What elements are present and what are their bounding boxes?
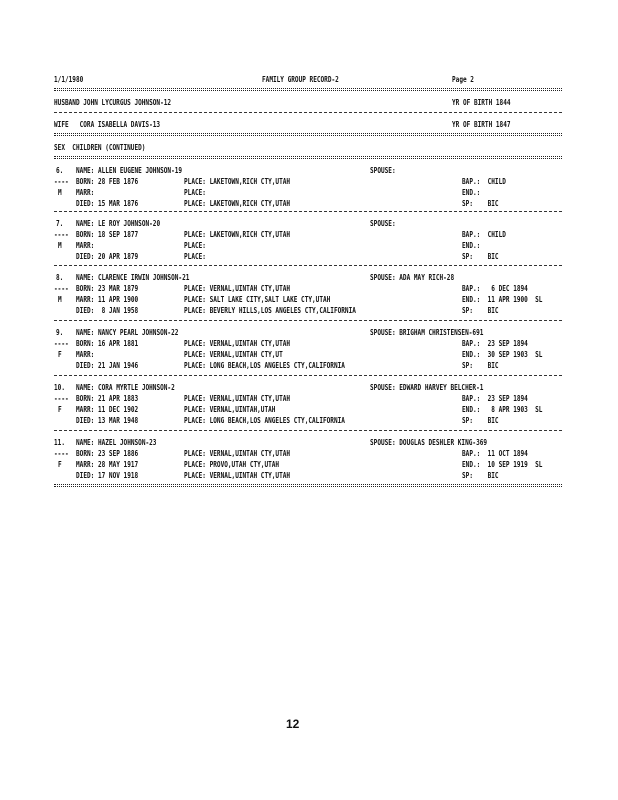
child-died-place: PLACE: LAKETOWN,RICH CTY,UTAH: [184, 199, 291, 208]
child-sex: M: [58, 295, 62, 304]
child-end: END.: 11 APR 1900 SL: [462, 295, 543, 304]
child-marr-place: PLACE: VERNAL,UINTAH CTY,UT: [184, 350, 283, 359]
child-end: END.:: [462, 188, 481, 197]
child-name: NAME: NANCY PEARL JOHNSON-22: [76, 328, 179, 337]
double-rule: [54, 484, 562, 487]
double-rule: [54, 133, 562, 136]
child-marr-place: PLACE:: [184, 188, 206, 197]
child-dash: ----: [54, 230, 69, 239]
child-marr: MARR: 28 MAY 1917: [76, 460, 139, 469]
child-sex: F: [58, 350, 62, 359]
child-bap: BAP.: 11 OCT 1894: [462, 449, 528, 458]
single-rule: [54, 211, 562, 212]
husband-line: HUSBAND JOHN LYCURGUS JOHNSON-12: [54, 98, 172, 107]
child-bap: BAP.: 6 DEC 1894: [462, 284, 528, 293]
single-rule: [54, 265, 562, 266]
child-marr: MARR:: [76, 188, 95, 197]
child-name: NAME: HAZEL JOHNSON-23: [76, 438, 157, 447]
child-marr-place: PLACE: VERNAL,UINTAH,UTAH: [184, 405, 276, 414]
child-spouse: SPOUSE: DOUGLAS DESHLER KING-369: [370, 438, 488, 447]
child-born: BORN: 18 SEP 1877: [76, 230, 139, 239]
child-dash: ----: [54, 394, 69, 403]
child-dash: ----: [54, 177, 69, 186]
child-number: 11.: [54, 438, 65, 447]
child-sex: M: [58, 241, 62, 250]
child-number: 7.: [56, 219, 64, 228]
child-born: BORN: 23 SEP 1886: [76, 449, 139, 458]
child-born-place: PLACE: VERNAL,UINTAH CTY,UTAH: [184, 339, 291, 348]
single-rule: [54, 320, 562, 321]
child-born: BORN: 16 APR 1881: [76, 339, 139, 348]
child-name: NAME: CORA MYRTLE JOHNSON-2: [76, 383, 175, 392]
child-died-place: PLACE: LONG BEACH,LOS ANGELES CTY,CALIFORNIA: [184, 416, 345, 425]
wife-birth-year: YR OF BIRTH 1847: [452, 120, 511, 129]
child-sp: SP: BIC: [462, 306, 499, 315]
child-born: BORN: 23 MAR 1879: [76, 284, 139, 293]
child-born-place: PLACE: VERNAL,UINTAH CTY,UTAH: [184, 449, 291, 458]
husband-birth-year: YR OF BIRTH 1844: [452, 98, 511, 107]
child-end: END.: 10 SEP 1919 SL: [462, 460, 543, 469]
child-born-place: PLACE: VERNAL,UINTAH CTY,UTAH: [184, 394, 291, 403]
child-born: BORN: 21 APR 1883: [76, 394, 139, 403]
child-died-place: PLACE: LONG BEACH,LOS ANGELES CTY,CALIFORNIA: [184, 361, 345, 370]
section-title: SEX CHILDREN (CONTINUED): [54, 143, 146, 152]
single-rule: [54, 375, 562, 376]
child-marr: MARR:: [76, 350, 95, 359]
child-name: NAME: LE ROY JOHNSON-20: [76, 219, 161, 228]
child-number: 8.: [56, 273, 64, 282]
child-sp: SP: BIC: [462, 199, 499, 208]
child-dash: ----: [54, 449, 69, 458]
child-died: DIED: 15 MAR 1876: [76, 199, 139, 208]
child-name: NAME: ALLEN EUGENE JOHNSON-19: [76, 166, 183, 175]
child-born-place: PLACE: LAKETOWN,RICH CTY,UTAH: [184, 177, 291, 186]
child-number: 6.: [56, 166, 64, 175]
child-dash: ----: [54, 339, 69, 348]
child-sp: SP: BIC: [462, 416, 499, 425]
child-born: BORN: 28 FEB 1876: [76, 177, 139, 186]
child-number: 10.: [54, 383, 65, 392]
child-spouse: SPOUSE: BRIGHAM CHRISTENSEN-691: [370, 328, 484, 337]
child-sex: F: [58, 405, 62, 414]
child-died: DIED: 17 NOV 1918: [76, 471, 139, 480]
child-sex: F: [58, 460, 62, 469]
double-rule: [54, 156, 562, 159]
child-died: DIED: 21 JAN 1946: [76, 361, 139, 370]
child-name: NAME: CLARENCE IRWIN JOHNSON-21: [76, 273, 190, 282]
child-died-place: PLACE: BEVERLY HILLS,LOS ANGELES CTY,CALIFORNIA: [184, 306, 356, 315]
child-sp: SP: BIC: [462, 471, 499, 480]
wife-line: WIFE CORA ISABELLA DAVIS-13: [54, 120, 161, 129]
child-born-place: PLACE: LAKETOWN,RICH CTY,UTAH: [184, 230, 291, 239]
child-marr: MARR: 11 DEC 1902: [76, 405, 139, 414]
child-died: DIED: 13 MAR 1948: [76, 416, 139, 425]
child-died-place: PLACE: VERNAL,UINTAH CTY,UTAH: [184, 471, 291, 480]
child-end: END.:: [462, 241, 481, 250]
child-sp: SP: BIC: [462, 361, 499, 370]
child-spouse: SPOUSE:: [370, 166, 396, 175]
child-end: END.: 30 SEP 1903 SL: [462, 350, 543, 359]
child-bap: BAP.: 23 SEP 1894: [462, 394, 528, 403]
print-date: 1/1/1980: [54, 75, 84, 84]
child-dash: ----: [54, 284, 69, 293]
child-marr-place: PLACE: PROVO,UTAH CTY,UTAH: [184, 460, 280, 469]
child-marr: MARR: 11 APR 1900: [76, 295, 139, 304]
child-died: DIED: 20 APR 1879: [76, 252, 139, 261]
child-spouse: SPOUSE: EDWARD HARVEY BELCHER-1: [370, 383, 484, 392]
page-label: Page 2: [452, 75, 474, 84]
single-rule: [54, 430, 562, 431]
document-title: FAMILY GROUP RECORD-2: [262, 75, 339, 84]
child-sex: M: [58, 188, 62, 197]
child-sp: SP: BIC: [462, 252, 499, 261]
child-marr-place: PLACE: SALT LAKE CITY,SALT LAKE CTY,UTAH: [184, 295, 331, 304]
child-marr: MARR:: [76, 241, 95, 250]
child-died: DIED: 8 JAN 1958: [76, 306, 139, 315]
child-end: END.: 8 APR 1903 SL: [462, 405, 543, 414]
page-number: 12: [286, 717, 300, 731]
child-bap: BAP.: CHILD: [462, 230, 506, 239]
child-number: 9.: [56, 328, 64, 337]
child-spouse: SPOUSE: ADA MAY RICH-28: [370, 273, 455, 282]
single-rule: [54, 112, 562, 113]
child-marr-place: PLACE:: [184, 241, 206, 250]
child-born-place: PLACE: VERNAL,UINTAH CTY,UTAH: [184, 284, 291, 293]
child-bap: BAP.: 23 SEP 1894: [462, 339, 528, 348]
child-died-place: PLACE:: [184, 252, 206, 261]
child-spouse: SPOUSE:: [370, 219, 396, 228]
child-bap: BAP.: CHILD: [462, 177, 506, 186]
double-rule: [54, 88, 562, 91]
